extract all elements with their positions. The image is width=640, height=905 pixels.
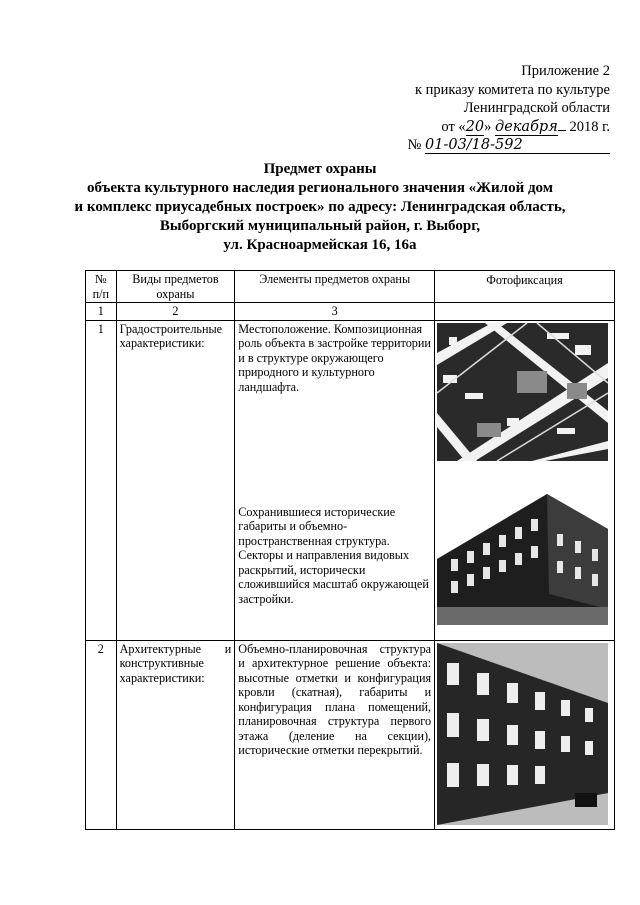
committee-region: Ленинградской области (463, 100, 610, 116)
protection-table (85, 270, 615, 830)
handwritten-number: 01-03/18-592 (425, 138, 610, 154)
table-row: 2 Архитектурные и конструктивные характеристики: Объемно-планировочная структура и архитектурное решение объекта: высотные отметки и конфигурация кровли (скатная), габариты и конфигурация плана помещений, планировочная структура первого этажа (деление на секции), исторические отметки перекрытий. (86, 640, 615, 829)
handwritten-month: декабря (495, 118, 558, 135)
order-reference: к приказу комитета по культуре (414, 81, 610, 98)
col-header-elements: Элементы предметов охраны (235, 271, 435, 303)
handwritten-day: 20 (465, 118, 485, 135)
appendix-header (408, 62, 610, 155)
table-header-row (86, 271, 615, 303)
aerial-map-photo (437, 323, 608, 461)
index-row: 1 2 3 (86, 303, 615, 321)
col-header-photo: Фотофиксация (435, 271, 615, 303)
col-header-num: № п/п (86, 271, 117, 303)
street-facade-photo (437, 643, 608, 825)
order-date: от «20» декабря 2018 г. (441, 118, 610, 135)
order-number: № 01-03/18-592 (408, 136, 610, 155)
col-header-types: Виды предметов охраны (116, 271, 235, 303)
order-year: 2018 г. (569, 118, 610, 135)
document-title: Предмет охраны объекта культурного наследия регионального значения «Жилой дом и комплекс приусадебных построек» по адресу: Ленинградская область, Выборгский муниципальный район, г. Выборг, ул. Красноармейская 16, 16а (74, 161, 566, 253)
table-row: 1 Градостроительные характеристики: Местоположение. Композиционная роль объекта в застройке территории и в структуре окружающего природного и культурного ландшафта. (86, 320, 615, 487)
building-facade-photo (437, 489, 608, 625)
appendix-title: Приложение 2 (521, 63, 610, 79)
table-row: Сохранившиеся исторические габариты и объемно-пространственная структура. Секторы и направления видовых раскрытий, исторически сложившийся масштаб окружающей застройки. (86, 487, 615, 641)
